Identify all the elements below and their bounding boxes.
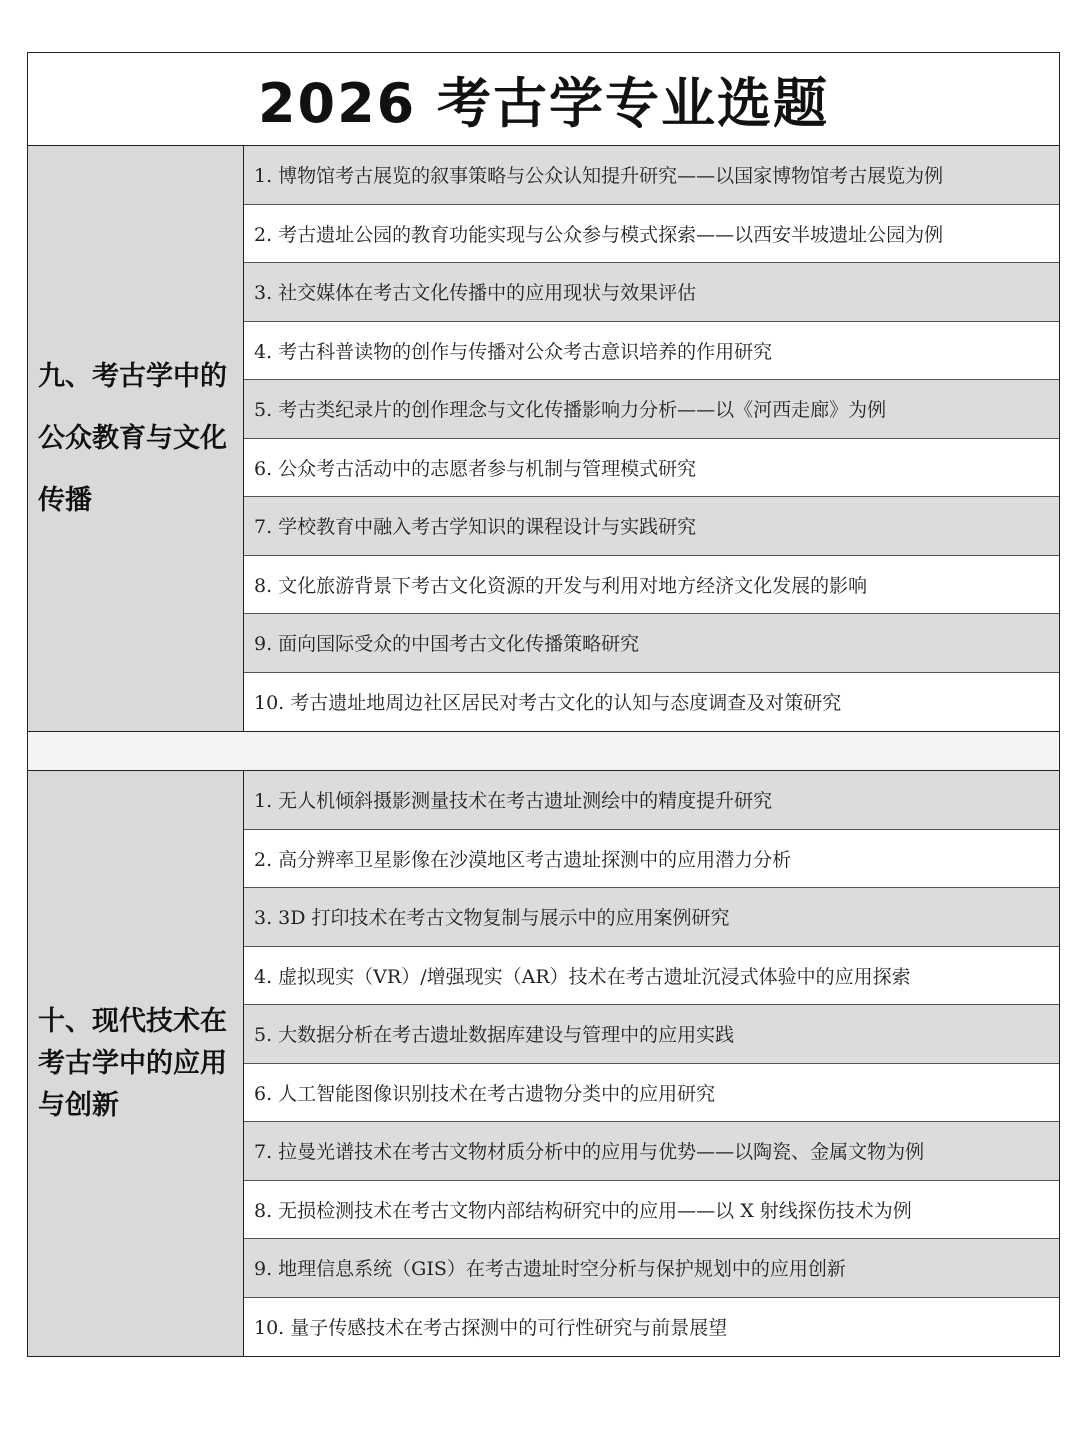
category-label	[28, 146, 244, 731]
list-item: 4. 考古科普读物的创作与传播对公众考古意识培养的作用研究	[244, 322, 1059, 381]
list-item: 6. 人工智能图像识别技术在考古遗物分类中的应用研究	[244, 1064, 1059, 1123]
list-item: 10. 量子传感技术在考古探测中的可行性研究与前景展望	[244, 1298, 1059, 1357]
section-public-education	[28, 146, 1059, 732]
list-item: 1. 无人机倾斜摄影测量技术在考古遗址测绘中的精度提升研究	[244, 771, 1059, 830]
section-modern-technology	[28, 771, 1059, 1356]
list-item: 8. 无损检测技术在考古文物内部结构研究中的应用——以 X 射线探伤技术为例	[244, 1181, 1059, 1240]
category-text: 十、现代技术在考古学中的应用与创新	[38, 1005, 227, 1121]
category-text: 九、考古学中的公众教育与文化传播	[38, 360, 227, 516]
list-item: 9. 地理信息系统（GIS）在考古遗址时空分析与保护规划中的应用创新	[244, 1239, 1059, 1298]
topic-table	[27, 52, 1060, 1357]
list-item: 10. 考古遗址地周边社区居民对考古文化的认知与态度调查及对策研究	[244, 673, 1059, 732]
list-item: 7. 学校教育中融入考古学知识的课程设计与实践研究	[244, 497, 1059, 556]
list-item: 2. 高分辨率卫星影像在沙漠地区考古遗址探测中的应用潜力分析	[244, 830, 1059, 889]
topic-list	[244, 146, 1059, 731]
category-label	[28, 771, 244, 1356]
list-item: 3. 社交媒体在考古文化传播中的应用现状与效果评估	[244, 263, 1059, 322]
list-item: 3. 3D 打印技术在考古文物复制与展示中的应用案例研究	[244, 888, 1059, 947]
topic-list	[244, 771, 1059, 1356]
list-item: 1. 博物馆考古展览的叙事策略与公众认知提升研究——以国家博物馆考古展览为例	[244, 146, 1059, 205]
list-item: 2. 考古遗址公园的教育功能实现与公众参与模式探索——以西安半坡遗址公园为例	[244, 205, 1059, 264]
page-title: 2026 考古学专业选题	[28, 53, 1059, 146]
section-divider	[28, 732, 1059, 771]
list-item: 8. 文化旅游背景下考古文化资源的开发与利用对地方经济文化发展的影响	[244, 556, 1059, 615]
list-item: 6. 公众考古活动中的志愿者参与机制与管理模式研究	[244, 439, 1059, 498]
list-item: 5. 考古类纪录片的创作理念与文化传播影响力分析——以《河西走廊》为例	[244, 380, 1059, 439]
list-item: 9. 面向国际受众的中国考古文化传播策略研究	[244, 614, 1059, 673]
list-item: 5. 大数据分析在考古遗址数据库建设与管理中的应用实践	[244, 1005, 1059, 1064]
list-item: 4. 虚拟现实（VR）/增强现实（AR）技术在考古遗址沉浸式体验中的应用探索	[244, 947, 1059, 1006]
list-item: 7. 拉曼光谱技术在考古文物材质分析中的应用与优势——以陶瓷、金属文物为例	[244, 1122, 1059, 1181]
